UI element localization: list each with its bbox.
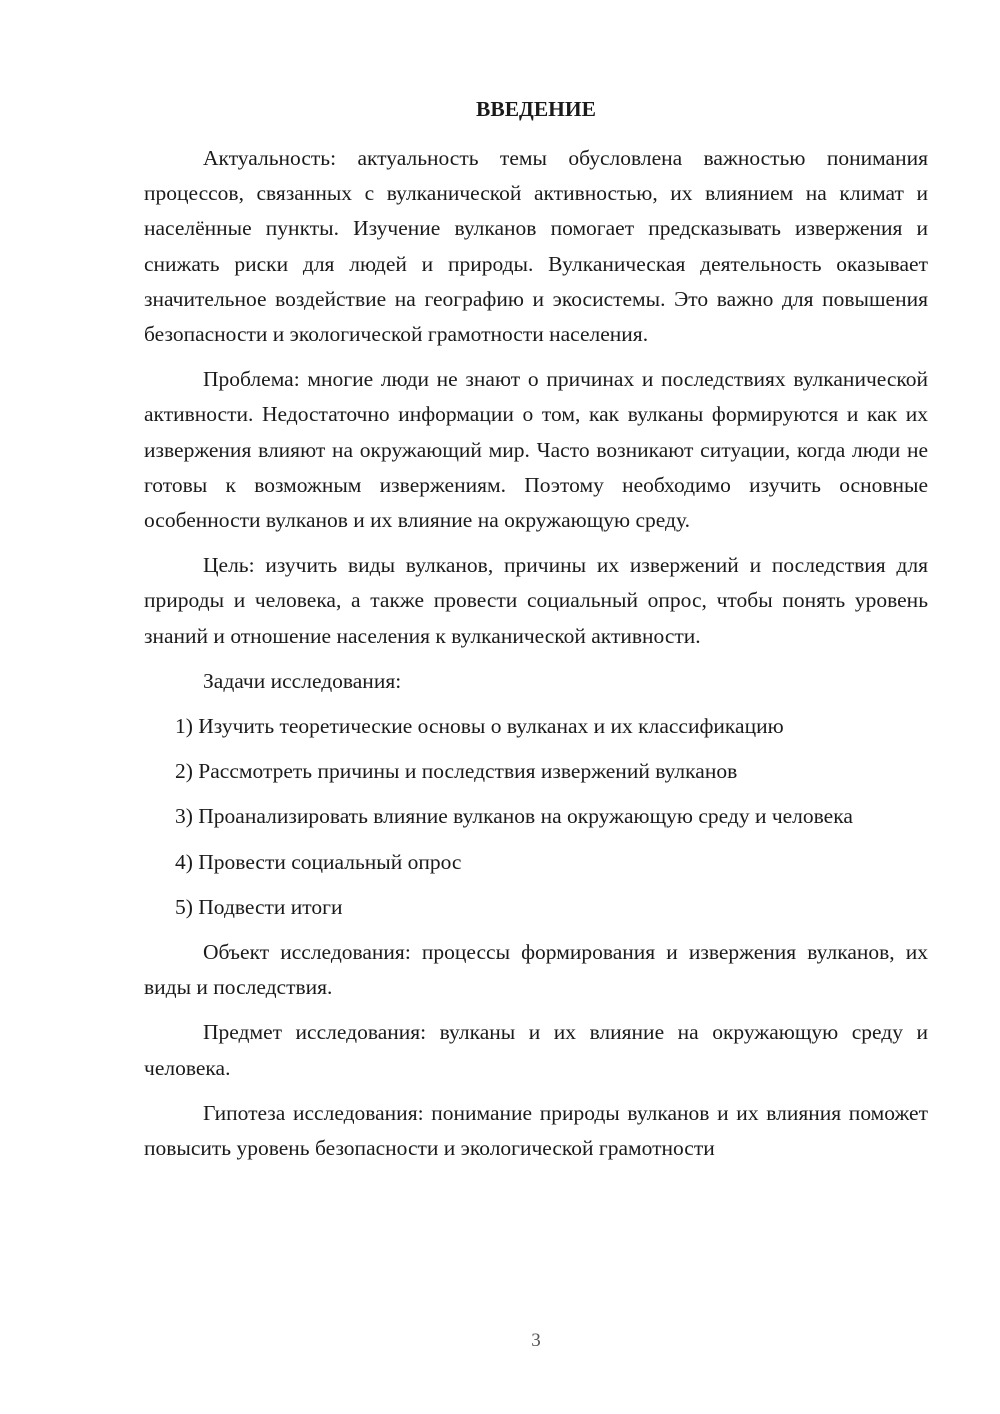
paragraph-relevance: Актуальность: актуальность темы обусловлена важностью понимания процессов, связанных с вулканической активностью, их влиянием на климат и населённые пункты. Изучение вулканов помогает предсказывать извержения и снижать риски для людей и природы. Вулканическая деятельность оказывает значительное воздействие на географию и экосистемы. Это важно для повышения безопасности и экологической грамотности населения. [144, 146, 928, 347]
paragraph-subject: Предмет исследования: вулканы и их влияние на окружающую среду и человека. [144, 1020, 928, 1080]
paragraph-problem: Проблема: многие люди не знают о причинах и последствиях вулканической активности. Недостаточно информации о том, как вулканы формируются и как их извержения влияют на окружающий мир. Часто возникают ситуации, когда люди не готовы к возможным извержениям. Поэтому необходимо изучить основные особенности вулканов и их влияние на окружающую среду. [144, 367, 928, 533]
paragraph-hypothesis: Гипотеза исследования: понимание природы вулканов и их влияния поможет повысить уровень безопасности и экологической грамотности [144, 1100, 928, 1161]
task-item-2: 2) Рассмотреть причины и последствия извержений вулканов [175, 759, 738, 784]
paragraph-object: Объект исследования: процессы формирования и извержения вулканов, их виды и последствия. [144, 940, 928, 1000]
task-item-1: 1) Изучить теоретические основы о вулканах и их классификацию [175, 714, 784, 739]
page-content [144, 92, 928, 1176]
task-item-3: 3) Проанализировать влияние вулканов на окружающую среду и человека [175, 804, 853, 829]
task-item-5: 5) Подвести итоги [175, 894, 343, 919]
paragraph-goal: Цель: изучить виды вулканов, причины их извержений и последствия для природы и человека, а также провести социальный опрос, чтобы понять уровень знаний и отношение населения к вулканической активности. [144, 553, 928, 648]
section-title: ВВЕДЕНИЕ [476, 97, 596, 121]
paragraph-tasks-heading: Задачи исследования: [203, 668, 402, 693]
page-number: 3 [531, 1330, 541, 1351]
task-item-4: 4) Провести социальный опрос [175, 849, 462, 874]
